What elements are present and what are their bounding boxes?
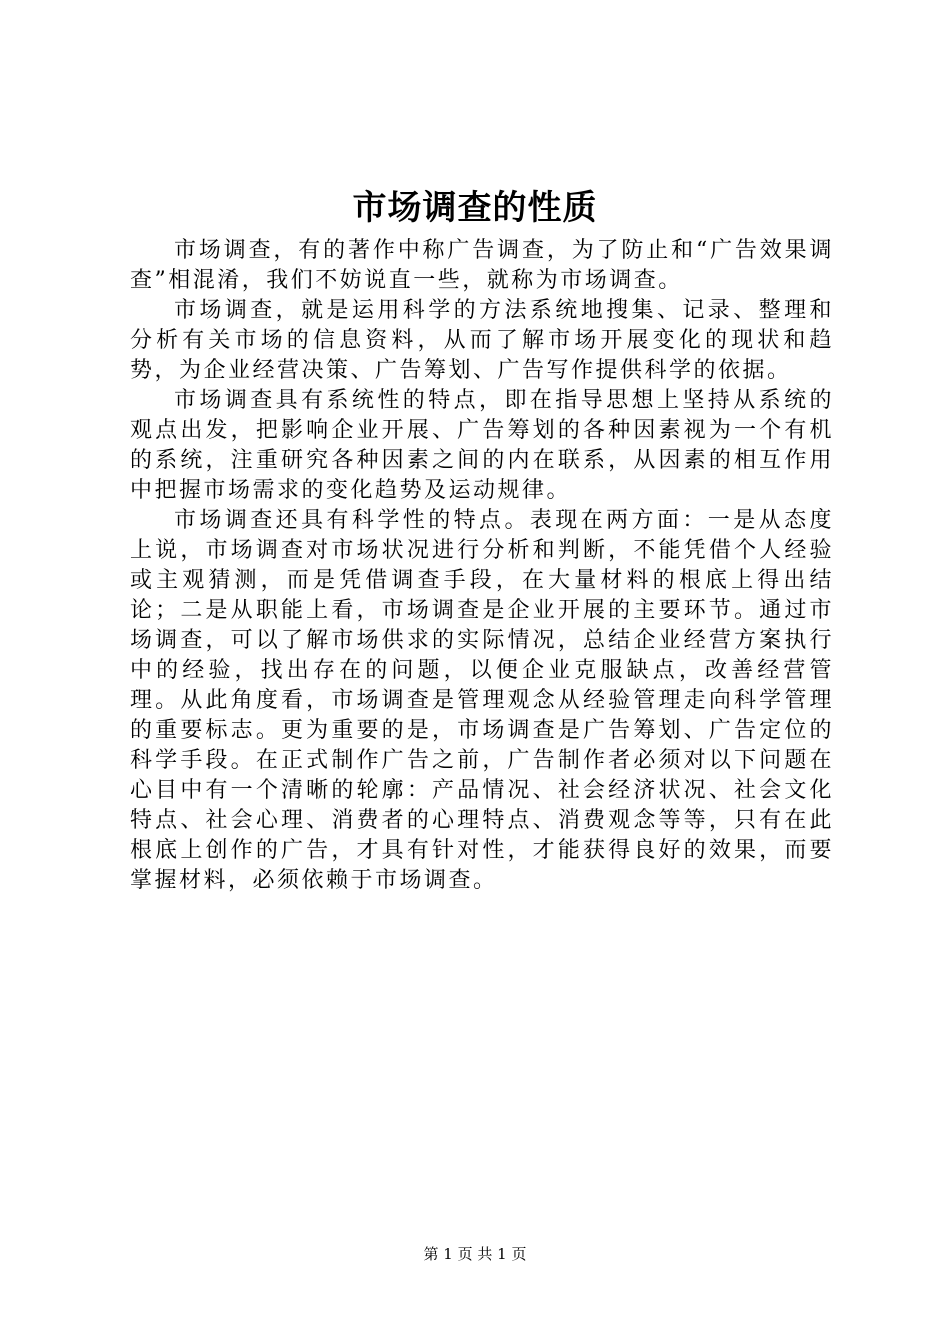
paragraph-4: 市场调查还具有科学性的特点。表现在两方面：一是从态度上说，市场调查对市场状况进行分析和判断，不能凭借个人经验或主观猜测，而是凭借调查手段，在大量材料的根底上得出结论；二是从职能上看，市场调查是企业开展的主要环节。通过市场调查，可以了解市场供求的实际情况，总结企业经营方案执行中的经验，找出存在的问题，以便企业克服缺点，改善经营管理。从此角度看，市场调查是管理观念从经验管理走向科学管理的重要标志。更为重要的是，市场调查是广告筹划、广告定位的科学手段。在正式制作广告之前，广告制作者必须对以下问题在心目中有一个清晰的轮廓：产品情况、社会经济状况、社会文化特点、社会心理、消费者的心理特点、消费观念等等，只有在此根底上创作的广告，才具有针对性，才能获得良好的效果，而要掌握材料，必须依赖于市场调查。 <box>130 508 834 893</box>
paragraph-1: 市场调查，有的著作中称广告调查，为了防止和“广告效果调查”相混淆，我们不妨说直一些，就称为市场调查。 <box>130 238 834 293</box>
paragraph-3: 市场调查具有系统性的特点，即在指导思想上坚持从系统的观点出发，把影响企业开展、广告筹划的各种因素视为一个有机的系统，注重研究各种因素之间的内在联系，从因素的相互作用中把握市场需求的变化趋势及运动规律。 <box>130 388 834 503</box>
document-body <box>130 236 834 896</box>
page-title: 市场调查的性质 <box>352 188 598 228</box>
paragraph-2: 市场调查，就是运用科学的方法系统地搜集、记录、整理和分析有关市场的信息资料，从而了解市场开展变化的现状和趋势，为企业经营决策、广告筹划、广告写作提供科学的依据。 <box>130 298 834 383</box>
page-footer: 第 1 页 共 1 页 <box>423 1245 527 1263</box>
